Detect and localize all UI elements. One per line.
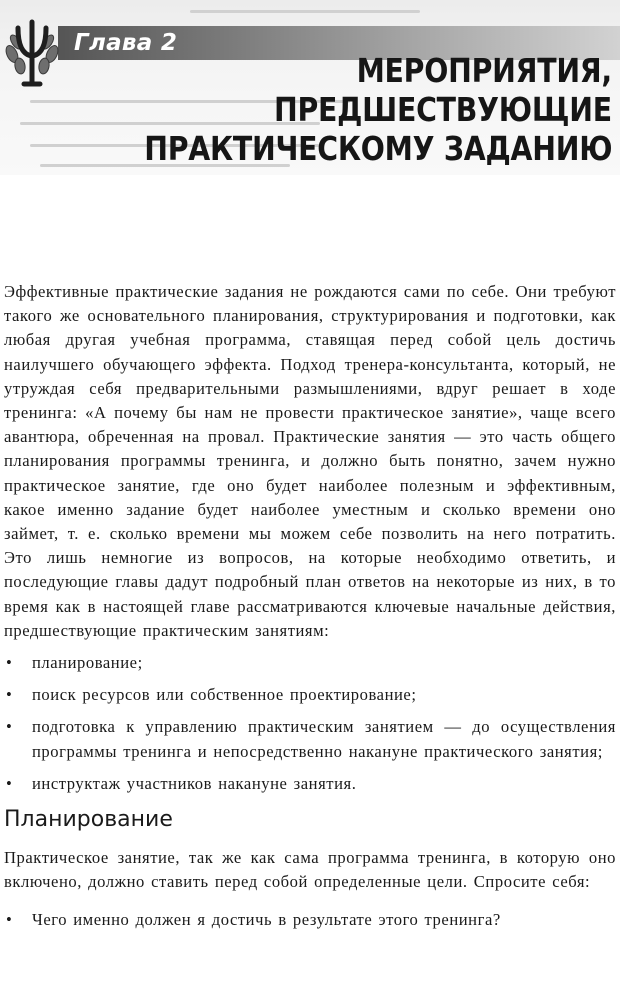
psi-laurel-logo-icon — [2, 14, 62, 94]
bullet-text: Чего именно должен я достичь в результате этого тренинга? — [32, 910, 501, 930]
chapter-body — [4, 280, 616, 941]
section-paragraph: Практическое занятие, так же как сама программа тренинга, в которую оно включено, должно ставить перед собой определенные цели. Спросите себя: — [4, 848, 616, 892]
section-bullet-list — [4, 908, 616, 932]
bullet-marker: • — [6, 653, 13, 673]
bullet-text: подготовка к управлению практическим занятием — до осуществления программы тренинга и непосредственно накануне практического занятия; — [32, 717, 616, 761]
bullet-marker: • — [6, 717, 13, 737]
bullet-text: инструктаж участников накануне занятия. — [32, 773, 357, 793]
chapter-title-line: МЕРОПРИЯТИЯ, — [356, 51, 612, 90]
bullet-marker: • — [6, 685, 13, 705]
header-background-text-line — [190, 10, 420, 13]
bullet-text: поиск ресурсов или собственное проектирование; — [32, 685, 417, 705]
bullet-list — [4, 651, 616, 796]
bullet-item — [4, 772, 616, 796]
bullet-marker: • — [6, 910, 13, 930]
section-title: Планирование — [4, 807, 173, 833]
chapter-title-line: ПРАКТИЧЕСКОМУ ЗАДАНИЮ — [143, 129, 612, 168]
chapter-label: Глава 2 — [74, 30, 178, 56]
bullet-item — [4, 651, 616, 675]
chapter-title-line: ПРЕДШЕСТВУЮЩИЕ — [274, 90, 612, 129]
bullet-item — [4, 715, 616, 763]
bullet-item — [4, 908, 616, 932]
bullet-marker: • — [6, 773, 13, 793]
intro-paragraph: Эффективные практические задания не рождаются сами по себе. Они требуют такого же основательного планирования, структурирования и подготовки, как любая другая учебная программа, ставящая перед собой цель достичь наилучшего обучающего эффекта. Подход тренера-консультанта, который, не утруждая себя предварительными размышлениями, вдруг решает в ходе тренинга: «А почему бы нам не провести практическое занятие», чаще всего авантюра, обреченная на провал. Практические занятия — это часть общего планирования программы тренинга, и должно быть понятно, зачем нужно практическое занятие, где оно будет наиболее полезным и эффективным, какое именно задание будет наиболее уместным и сколько времени оно займет, т. е. сколько времени мы можем себе позволить на него потратить. Это лишь немногие из вопросов, на которые необходимо ответить, и последующие главы дадут подробный план ответов на некоторые из них, в то время как в настоящей главе рассматриваются ключевые начальные действия, предшествующие практическим занятиям: — [4, 282, 616, 640]
bullet-text: планирование; — [32, 653, 143, 673]
bullet-item — [4, 683, 616, 707]
chapter-header — [0, 0, 620, 190]
